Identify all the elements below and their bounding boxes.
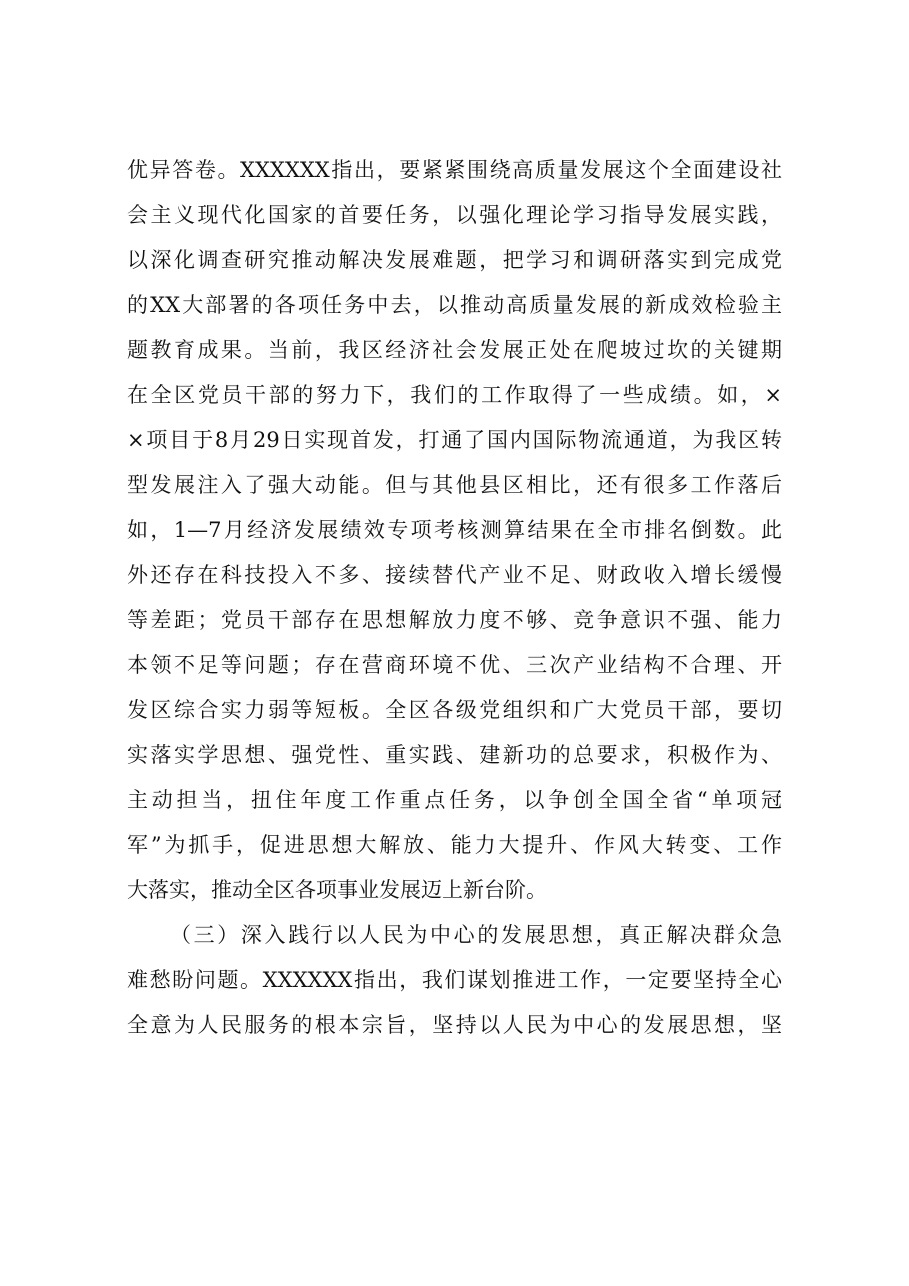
- text-line: 难愁盼问题。XXXXXX指出，我们谋划推进工作，一定要坚持全心: [127, 968, 782, 992]
- text-line: 优异答卷。XXXXXX指出，要紧紧围绕高质量发展这个全面建设社: [127, 158, 782, 182]
- paragraph-heading-line: （三）深入践行以人民为中心的发展思想，真正解决群众急: [170, 923, 782, 947]
- text-line: 发区综合实力弱等短板。全区各级党组织和广大党员干部，要切: [127, 698, 782, 722]
- text-line: 军”为抓手，促进思想大解放、能力大提升、作风大转变、工作: [127, 833, 782, 857]
- text-line: 大落实，推动全区各项事业发展迈上新台阶。: [127, 878, 547, 902]
- text-line: 主动担当，扭住年度工作重点任务，以争创全国全省“单项冠: [127, 788, 782, 812]
- text-line: 在全区党员干部的努力下，我们的工作取得了一些成绩。如，×: [127, 383, 782, 407]
- text-line: 以深化调查研究推动解决发展难题，把学习和调研落实到完成党: [127, 248, 782, 272]
- text-line: 的XX大部署的各项任务中去，以推动高质量发展的新成效检验主: [127, 293, 782, 317]
- text-line: 题教育成果。当前，我区经济社会发展正处在爬坡过坎的关键期: [127, 338, 782, 362]
- text-line: 型发展注入了强大动能。但与其他县区相比，还有很多工作落后: [127, 473, 782, 497]
- text-line: 本领不足等问题；存在营商环境不优、三次产业结构不合理、开: [127, 653, 782, 677]
- text-line: 外还存在科技投入不多、接续替代产业不足、财政收入增长缓慢: [127, 563, 782, 587]
- text-line: 等差距；党员干部存在思想解放力度不够、竞争意识不强、能力: [127, 608, 782, 632]
- text-line: 会主义现代化国家的首要任务，以强化理论学习指导发展实践，: [127, 203, 782, 227]
- text-line: 如，1—7月经济发展绩效专项考核测算结果在全市排名倒数。此: [127, 518, 782, 542]
- text-line: 全意为人民服务的根本宗旨，坚持以人民为中心的发展思想，坚: [127, 1013, 782, 1037]
- text-line: ×项目于8月29日实现首发，打通了国内国际物流通道，为我区转: [127, 428, 782, 452]
- text-line: 实落实学思想、强党性、重实践、建新功的总要求，积极作为、: [127, 743, 782, 767]
